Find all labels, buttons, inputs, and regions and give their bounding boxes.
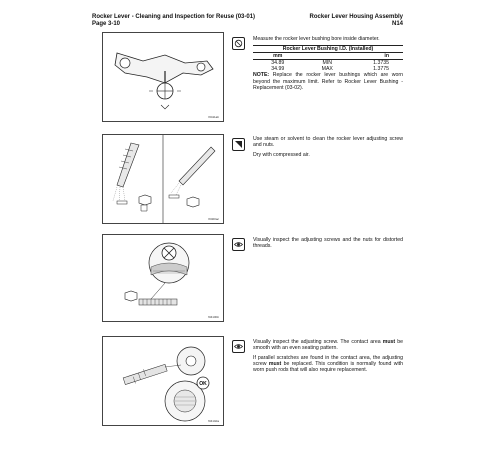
scratch-instruction: If parallel scratches are found in the contact area, the adjusting screw must be replaced. This condition is normally found with worn push rods that will also require replacement. — [253, 354, 403, 374]
figure-code: f0411ab — [208, 115, 219, 119]
measure-instruction: Measure the rocker lever bushing bore inside diameter. — [253, 36, 380, 42]
section-contact-text — [253, 339, 403, 376]
contact-inspect-illustration — [103, 337, 223, 425]
dry-instruction: Dry with compressed air. — [253, 151, 310, 158]
section-measure-text — [253, 36, 403, 94]
spec-caption: Rocker Lever Bushing I.D. (Installed) — [253, 46, 403, 53]
header-left — [92, 14, 255, 28]
header-assembly: Rocker Lever Housing Assembly — [309, 14, 403, 20]
clean-instruction: Use steam or solvent to clean the rocker lever adjusting screw and nuts. — [253, 136, 403, 149]
contact-instruction: Visually inspect the adjusting screw. The contact area must be smooth with an even seating pattern. — [253, 339, 403, 352]
cleaning-illustration — [103, 135, 223, 223]
header-title: Rocker Lever - Cleaning and Inspection for Reuse (03-01) — [92, 14, 256, 20]
inspect-eye-icon — [232, 340, 245, 353]
spec-col-mm: mm — [253, 53, 303, 60]
header-section: N14 — [391, 21, 403, 27]
clean-icon — [232, 138, 245, 151]
thread-instruction: Visually inspect the adjusting screws and the nuts for distorted threads. — [253, 237, 403, 250]
ok-label: OK — [199, 381, 207, 387]
measure-icon — [232, 37, 245, 50]
bushing-spec-table — [253, 45, 403, 72]
page-number: Page 3-10 — [92, 21, 121, 27]
replacement-note: NOTE: Replace the rocker lever bushings which are worn beyond the maximum limit. Refer to Rocker Lever Bushing - Replacement (03-02). — [253, 72, 403, 91]
figure-code: f0400ac — [208, 217, 219, 221]
figure-code: f0410bb — [208, 315, 219, 319]
spec-col-in: in — [352, 53, 403, 60]
table-row: 34.89 MIN 1.3735 — [271, 60, 389, 67]
section-clean-text — [253, 136, 403, 161]
figure-thread-inspect — [102, 234, 224, 322]
figure-rocker-lever-measure — [102, 32, 224, 122]
table-row: 34.99 MAX 1.3775 — [271, 66, 389, 73]
rocker-lever-illustration — [103, 33, 223, 121]
figure-code: f0410da — [208, 419, 219, 423]
inspect-eye-icon — [232, 238, 245, 251]
thread-inspect-illustration — [103, 235, 223, 321]
header-right — [310, 14, 403, 28]
figure-contact-inspect — [102, 336, 224, 426]
figure-cleaning — [102, 134, 224, 224]
section-thread-text — [253, 237, 403, 253]
